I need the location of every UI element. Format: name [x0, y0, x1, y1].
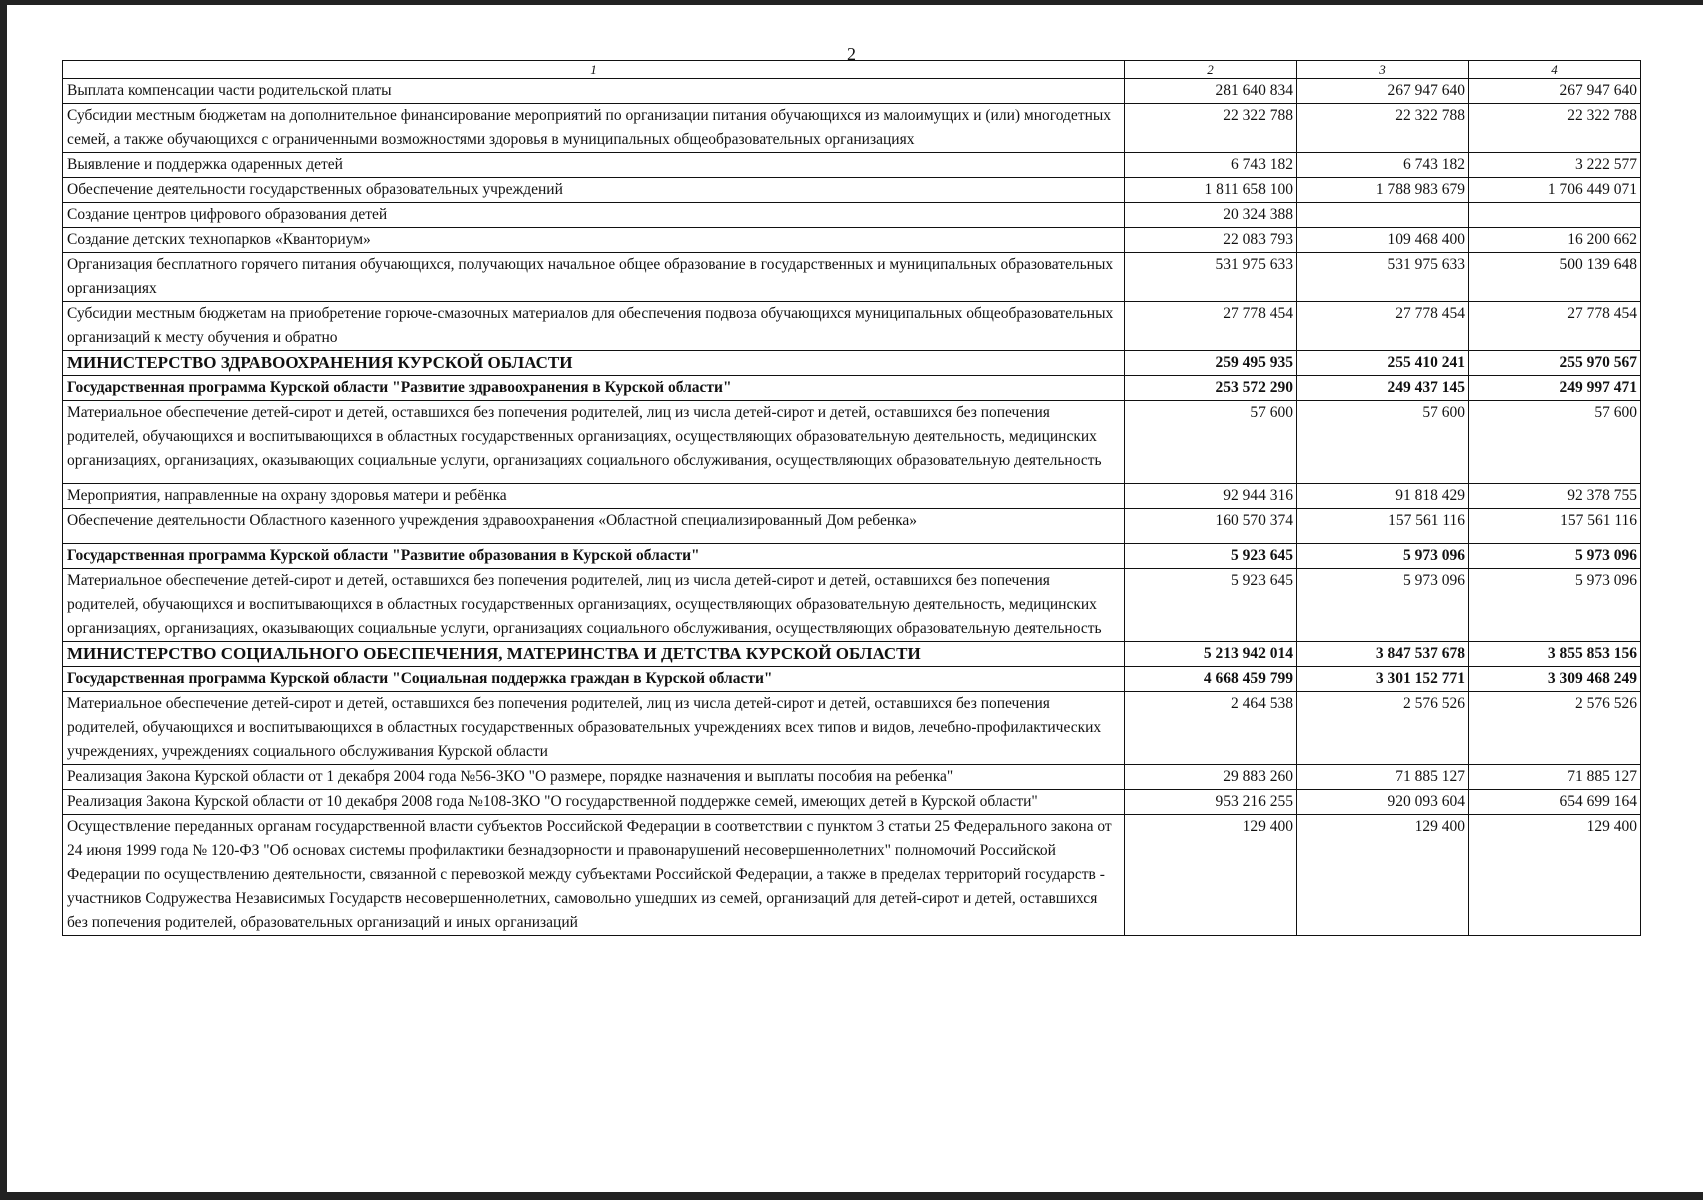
row-name: Выплата компенсации части родительской платы	[63, 79, 1125, 104]
row-name: МИНИСТЕРСТВО СОЦИАЛЬНОГО ОБЕСПЕЧЕНИЯ, МАТЕРИНСТВА И ДЕТСТВА КУРСКОЙ ОБЛАСТИ	[63, 642, 1125, 667]
row-value-col4: 249 997 471	[1469, 376, 1641, 401]
row-value-col2: 129 400	[1125, 815, 1297, 936]
table-row	[63, 302, 1641, 351]
row-value-col3: 71 885 127	[1297, 765, 1469, 790]
row-value-col2: 281 640 834	[1125, 79, 1297, 104]
row-name: Выявление и поддержка одаренных детей	[63, 153, 1125, 178]
table-row	[63, 569, 1641, 642]
row-value-col3: 531 975 633	[1297, 253, 1469, 302]
table-row	[63, 104, 1641, 153]
scan-edge-top	[0, 0, 1703, 5]
row-value-col3: 5 973 096	[1297, 544, 1469, 569]
row-value-col3: 920 093 604	[1297, 790, 1469, 815]
row-value-col3: 3 847 537 678	[1297, 642, 1469, 667]
row-name: Материальное обеспечение детей-сирот и детей, оставшихся без попечения родителей, лиц из числа детей-сирот и детей, оставшихся без попечения родителей, обучающихся и воспитывающихся в областных государственных образовательных учреждениях всех типов и видов, лечебно-профилактических учреждениях, учреждениях социального обслуживания Курской области	[63, 692, 1125, 765]
row-value-col2: 5 213 942 014	[1125, 642, 1297, 667]
budget-table	[62, 60, 1641, 936]
table-row	[63, 815, 1641, 936]
table-row	[63, 351, 1641, 376]
row-value-col4: 3 855 853 156	[1469, 642, 1641, 667]
column-header: 1	[63, 61, 1125, 79]
row-value-col2: 1 811 658 100	[1125, 178, 1297, 203]
row-name: Мероприятия, направленные на охрану здоровья матери и ребёнка	[63, 484, 1125, 509]
row-value-col4: 129 400	[1469, 815, 1641, 936]
row-name: Материальное обеспечение детей-сирот и детей, оставшихся без попечения родителей, лиц из числа детей-сирот и детей, оставшихся без попечения родителей, обучающихся и воспитывающихся в областных государственных организациях, осуществляющих образовательную деятельность, медицинских организациях, организациях, оказывающих социальные услуги, организациях социального обслуживания, осуществляющих образовательную деятельность	[63, 569, 1125, 642]
row-name: Реализация Закона Курской области от 10 декабря 2008 года №108-ЗКО "О государственной поддержке семей, имеющих детей в Курской области"	[63, 790, 1125, 815]
row-value-col4: 22 322 788	[1469, 104, 1641, 153]
row-value-col3: 5 973 096	[1297, 569, 1469, 642]
row-value-col3: 1 788 983 679	[1297, 178, 1469, 203]
row-name: Государственная программа Курской области "Развитие здравоохранения в Курской области"	[63, 376, 1125, 401]
table-row	[63, 667, 1641, 692]
row-value-col3: 3 301 152 771	[1297, 667, 1469, 692]
table-row	[63, 790, 1641, 815]
column-header: 4	[1469, 61, 1641, 79]
row-value-col2: 20 324 388	[1125, 203, 1297, 228]
row-name: Субсидии местным бюджетам на приобретение горюче-смазочных материалов для обеспечения подвоза обучающихся муниципальных общеобразовательных организаций к месту обучения и обратно	[63, 302, 1125, 351]
row-value-col3: 91 818 429	[1297, 484, 1469, 509]
column-header: 3	[1297, 61, 1469, 79]
row-value-col2: 29 883 260	[1125, 765, 1297, 790]
row-value-col2: 953 216 255	[1125, 790, 1297, 815]
row-value-col2: 5 923 645	[1125, 569, 1297, 642]
table-body	[63, 79, 1641, 936]
row-value-col4: 654 699 164	[1469, 790, 1641, 815]
page-number: 2	[847, 44, 856, 64]
row-value-col2: 27 778 454	[1125, 302, 1297, 351]
row-value-col2: 531 975 633	[1125, 253, 1297, 302]
row-value-col4	[1469, 203, 1641, 228]
row-value-col2: 6 743 182	[1125, 153, 1297, 178]
row-value-col3: 267 947 640	[1297, 79, 1469, 104]
row-value-col4: 71 885 127	[1469, 765, 1641, 790]
row-value-col4: 16 200 662	[1469, 228, 1641, 253]
row-name: Реализация Закона Курской области от 1 декабря 2004 года №56-ЗКО "О размере, порядке назначения и выплаты пособия на ребенка"	[63, 765, 1125, 790]
row-value-col2: 2 464 538	[1125, 692, 1297, 765]
row-value-col4: 5 973 096	[1469, 544, 1641, 569]
row-name: Осуществление переданных органам государственной власти субъектов Российской Федерации в соответствии с пунктом 3 статьи 25 Федерального закона от 24 июня 1999 года № 120-ФЗ "Об основах системы профилактики безнадзорности и правонарушений несовершеннолетних" полномочий Российской Федерации по осуществлению деятельности, связанной с перевозкой между субъектами Российской Федерации, а также в пределах территорий государств - участников Содружества Независимых Государств несовершеннолетних, самовольно ушедших из семей, организаций для детей-сирот и детей, оставшихся без попечения родителей, образовательных организаций и иных организаций	[63, 815, 1125, 936]
row-value-col4: 27 778 454	[1469, 302, 1641, 351]
table-row	[63, 79, 1641, 104]
table-row	[63, 544, 1641, 569]
row-value-col3: 255 410 241	[1297, 351, 1469, 376]
row-value-col2: 57 600	[1125, 401, 1297, 484]
row-value-col4: 92 378 755	[1469, 484, 1641, 509]
table-row	[63, 765, 1641, 790]
row-value-col2: 22 083 793	[1125, 228, 1297, 253]
row-value-col4: 3 309 468 249	[1469, 667, 1641, 692]
row-value-col4: 3 222 577	[1469, 153, 1641, 178]
row-value-col2: 5 923 645	[1125, 544, 1297, 569]
row-value-col4: 157 561 116	[1469, 509, 1641, 544]
row-name: Субсидии местным бюджетам на дополнительное финансирование мероприятий по организации питания обучающихся из малоимущих и (или) многодетных семей, а также обучающихся с ограниченными возможностями здоровья в муниципальных общеобразовательных организациях	[63, 104, 1125, 153]
row-value-col2: 253 572 290	[1125, 376, 1297, 401]
table-row	[63, 401, 1641, 484]
table-row	[63, 376, 1641, 401]
row-value-col2: 160 570 374	[1125, 509, 1297, 544]
row-value-col4: 267 947 640	[1469, 79, 1641, 104]
table-row	[63, 178, 1641, 203]
row-name: МИНИСТЕРСТВО ЗДРАВООХРАНЕНИЯ КУРСКОЙ ОБЛАСТИ	[63, 351, 1125, 376]
row-value-col2: 4 668 459 799	[1125, 667, 1297, 692]
table-row	[63, 203, 1641, 228]
row-name: Государственная программа Курской области "Социальная поддержка граждан в Курской области"	[63, 667, 1125, 692]
scan-edge-bottom	[0, 1192, 1703, 1200]
row-value-col3: 22 322 788	[1297, 104, 1469, 153]
row-value-col2: 22 322 788	[1125, 104, 1297, 153]
table-header-row	[63, 61, 1641, 79]
table-row	[63, 642, 1641, 667]
row-name: Создание детских технопарков «Кванториум»	[63, 228, 1125, 253]
row-value-col3: 57 600	[1297, 401, 1469, 484]
row-value-col3: 27 778 454	[1297, 302, 1469, 351]
row-value-col4: 57 600	[1469, 401, 1641, 484]
table-row	[63, 228, 1641, 253]
row-name: Организация бесплатного горячего питания обучающихся, получающих начальное общее образование в государственных и муниципальных образовательных организациях	[63, 253, 1125, 302]
row-value-col3	[1297, 203, 1469, 228]
row-value-col2: 92 944 316	[1125, 484, 1297, 509]
row-name: Материальное обеспечение детей-сирот и детей, оставшихся без попечения родителей, лиц из числа детей-сирот и детей, оставшихся без попечения родителей, обучающихся и воспитывающихся в областных государственных организациях, осуществляющих образовательную деятельность, медицинских организациях, организациях, оказывающих социальные услуги, организациях социального обслуживания, осуществляющих образовательную деятельность	[63, 401, 1125, 484]
row-value-col4: 500 139 648	[1469, 253, 1641, 302]
row-value-col3: 109 468 400	[1297, 228, 1469, 253]
row-value-col4: 1 706 449 071	[1469, 178, 1641, 203]
row-value-col2: 259 495 935	[1125, 351, 1297, 376]
row-value-col3: 2 576 526	[1297, 692, 1469, 765]
table-row	[63, 253, 1641, 302]
row-name: Обеспечение деятельности Областного казенного учреждения здравоохранения «Областной специализированный Дом ребенка»	[63, 509, 1125, 544]
row-name: Создание центров цифрового образования детей	[63, 203, 1125, 228]
table-row	[63, 692, 1641, 765]
row-value-col3: 249 437 145	[1297, 376, 1469, 401]
row-name: Государственная программа Курской области "Развитие образования в Курской области"	[63, 544, 1125, 569]
column-header: 2	[1125, 61, 1297, 79]
row-name: Обеспечение деятельности государственных образовательных учреждений	[63, 178, 1125, 203]
table-row	[63, 509, 1641, 544]
scan-edge-left	[0, 0, 7, 1200]
row-value-col4: 2 576 526	[1469, 692, 1641, 765]
row-value-col3: 157 561 116	[1297, 509, 1469, 544]
table-row	[63, 484, 1641, 509]
table-row	[63, 153, 1641, 178]
row-value-col3: 6 743 182	[1297, 153, 1469, 178]
row-value-col4: 5 973 096	[1469, 569, 1641, 642]
row-value-col3: 129 400	[1297, 815, 1469, 936]
row-value-col4: 255 970 567	[1469, 351, 1641, 376]
